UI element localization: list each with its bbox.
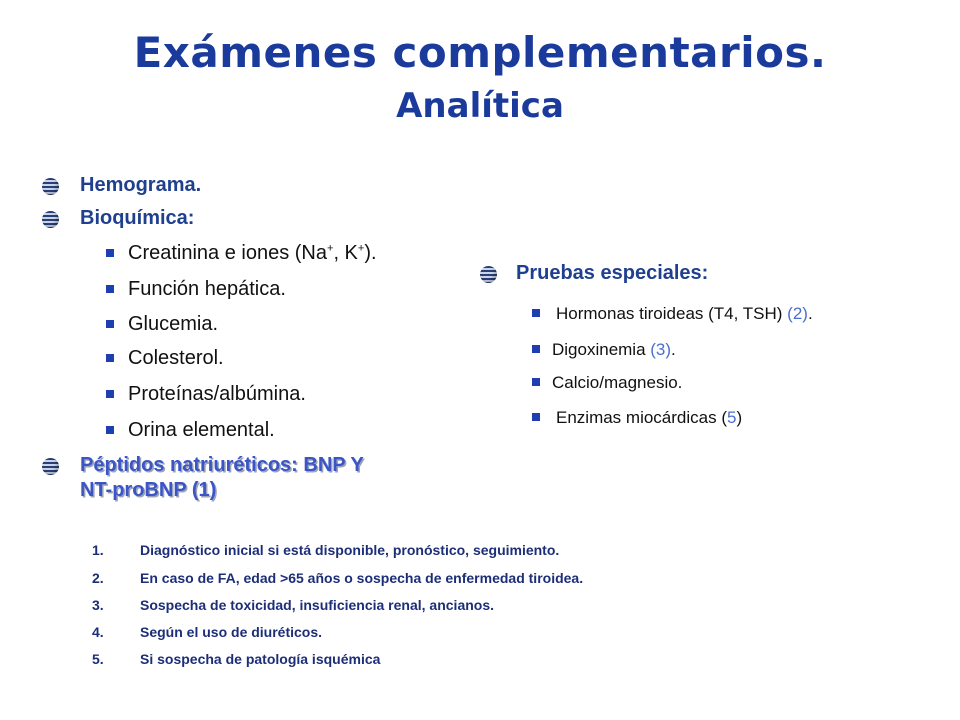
bio-item-hepatica: Función hepática. (128, 278, 286, 300)
square-bullet-icon (106, 249, 114, 257)
square-bullet-icon (532, 413, 540, 421)
footnote-1 (92, 542, 792, 560)
pruebas-item-calcio: Calcio/magnesio. (552, 373, 683, 392)
footnote-number: 2. (92, 570, 104, 586)
footnote-2 (92, 570, 792, 588)
peptidos-line1: Péptidos natriuréticos: BNP Y (80, 454, 364, 476)
footnote-number: 4. (92, 624, 104, 640)
square-bullet-icon (532, 345, 540, 353)
bio-item-colesterol: Colesterol. (128, 347, 224, 369)
slide-title-line1: Exámenes complementarios. (133, 28, 827, 77)
disc-bullet-icon (480, 266, 497, 283)
slide-title-line2: Analítica (396, 86, 564, 126)
footnote-number: 3. (92, 597, 104, 613)
square-bullet-icon (106, 426, 114, 434)
square-bullet-icon (532, 378, 540, 386)
footnote-4 (92, 624, 792, 642)
peptidos-line2: NT-proBNP (1) (80, 479, 217, 501)
disc-bullet-icon (42, 178, 59, 195)
bio-item-creatinina: Creatinina e iones (Na+, K+). (128, 242, 377, 264)
hemograma-heading: Hemograma. (80, 174, 202, 196)
square-bullet-icon (532, 309, 540, 317)
bio-item-orina: Orina elemental. (128, 419, 275, 441)
footnote-5 (92, 651, 792, 669)
square-bullet-icon (106, 354, 114, 362)
square-bullet-icon (106, 390, 114, 398)
footnote-text: En caso de FA, edad >65 años o sospecha de enfermedad tiroidea. (140, 570, 584, 586)
disc-bullet-icon (42, 458, 59, 475)
footnote-3 (92, 597, 792, 615)
disc-bullet-icon (42, 211, 59, 228)
square-bullet-icon (106, 320, 114, 328)
footnote-number: 5. (92, 651, 104, 667)
pruebas-item-enzimas: Enzimas miocárdicas (5) (556, 408, 743, 427)
footnote-text: Sospecha de toxicidad, insuficiencia renal, ancianos. (140, 597, 495, 613)
pruebas-especiales-heading: Pruebas especiales: (516, 262, 709, 284)
footnote-text: Si sospecha de patología isquémica (140, 651, 381, 667)
bioquimica-heading: Bioquímica: (80, 207, 195, 229)
square-bullet-icon (106, 285, 114, 293)
bio-item-glucemia: Glucemia. (128, 313, 219, 335)
pruebas-item-hormonas: Hormonas tiroideas (T4, TSH) (2). (556, 304, 813, 323)
pruebas-item-digoxinemia: Digoxinemia (3). (552, 340, 676, 359)
footnote-text: Diagnóstico inicial si está disponible, pronóstico, seguimiento. (140, 542, 560, 558)
bio-item-proteinas: Proteínas/albúmina. (128, 383, 306, 405)
footnote-number: 1. (92, 542, 104, 558)
footnote-text: Según el uso de diuréticos. (140, 624, 323, 640)
